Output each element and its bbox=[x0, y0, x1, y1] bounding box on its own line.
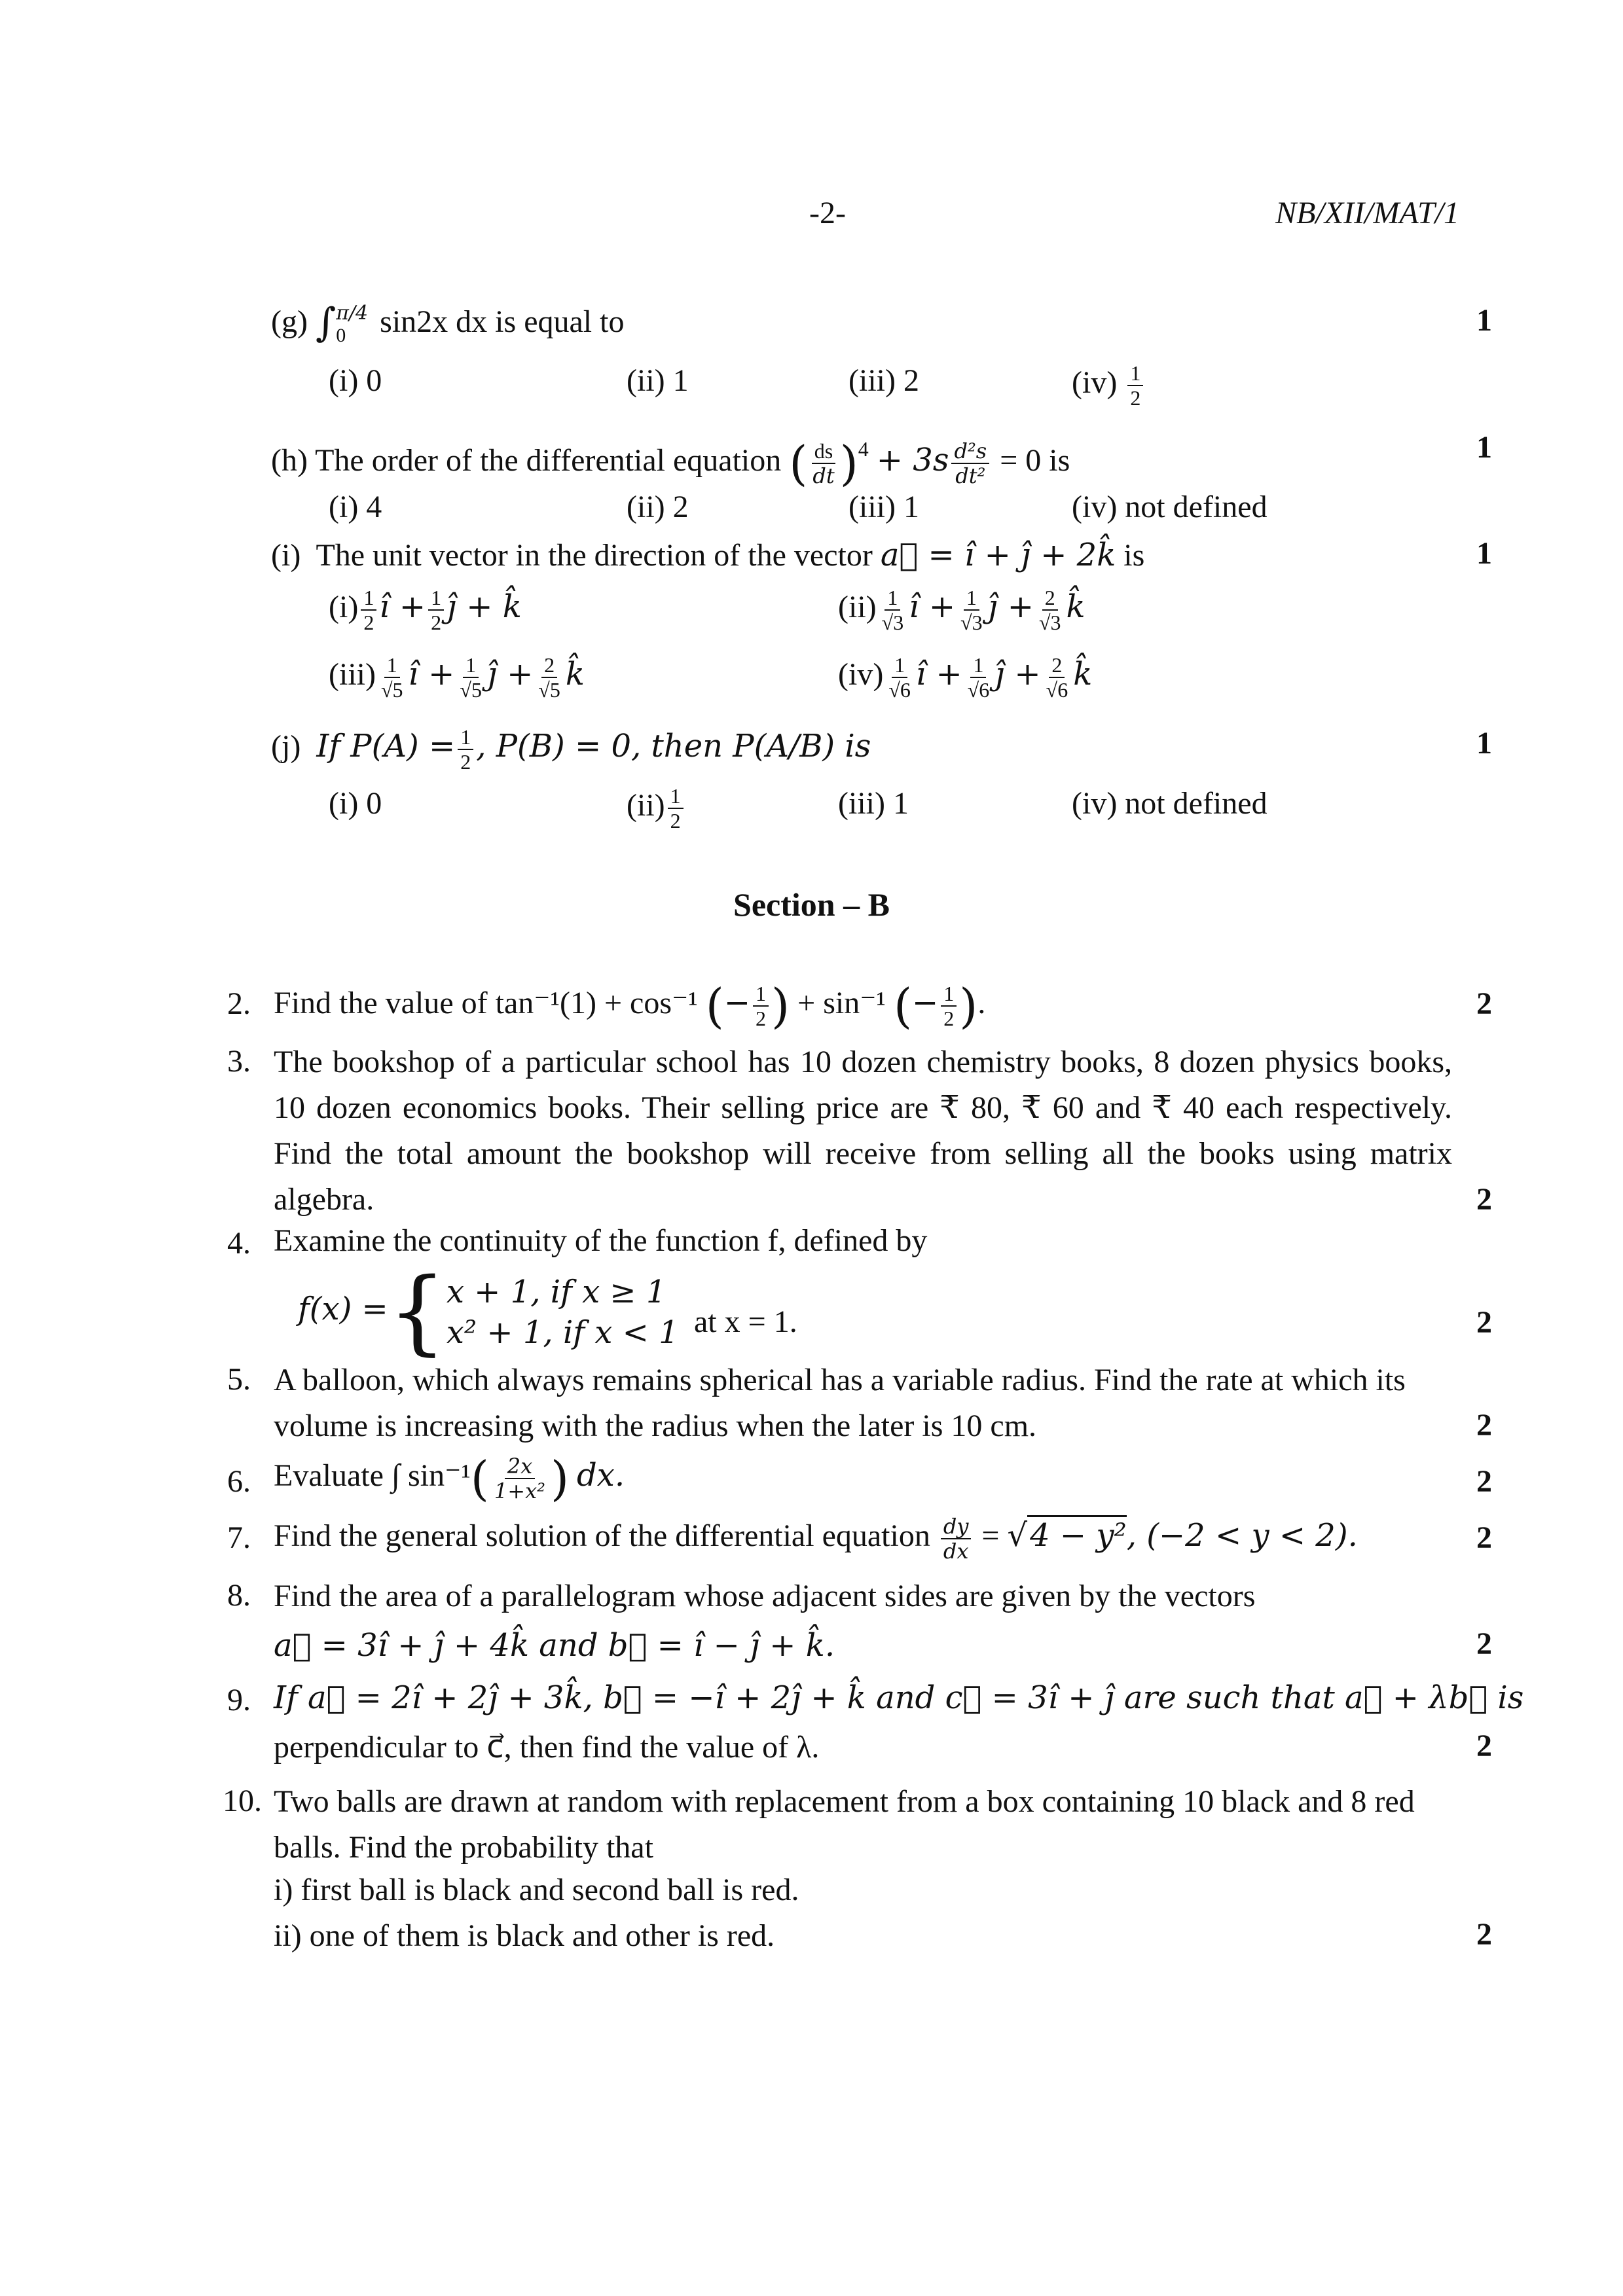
question-7: Find the general solution of the differential equation $\frac{dy}{dx}$ = √4 − y², (−2 < y < 2). bbox=[274, 1514, 1358, 1564]
question-5: A balloon, which always remains spherical has a variable radius. Find the rate at which its volume is increasing with the radius when the later is 10 cm. bbox=[274, 1363, 1406, 1443]
question-8-vectors: a⃗ = 3î + ĵ + 4k̂ and b⃗ = î − ĵ + k̂. bbox=[274, 1627, 835, 1664]
question-9: If a⃗ = 2î + 2ĵ + 3k̂, b⃗ = −î + 2ĵ + k̂ and c⃗ = 3î + ĵ are such that a⃗ + λb⃗ is bbox=[274, 1679, 1524, 1716]
question-6: Evaluate ∫ sin⁻¹( $\frac{2x}{\text{1+x²}}$ ) dx. bbox=[274, 1451, 625, 1506]
question-i: (i) The unit vector in the direction of the vector a⃗ = î + ĵ + 2k̂ is bbox=[271, 537, 1145, 573]
question-number: 2. bbox=[227, 986, 251, 1021]
question-number: 8. bbox=[227, 1578, 251, 1613]
question-number: 3. bbox=[227, 1044, 251, 1079]
marks: 1 bbox=[1476, 536, 1492, 571]
option: (iv) $\frac{1}{2}$ bbox=[1072, 361, 1146, 410]
section-title: Section – B bbox=[733, 886, 890, 923]
question-10: Two balls are drawn at random with replacement from a box containing 10 black and 8 red balls. Find the probability that bbox=[274, 1784, 1415, 1865]
marks: 1 bbox=[1476, 303, 1492, 338]
marks: 2 bbox=[1476, 1305, 1492, 1340]
option: (ii) 2 bbox=[627, 490, 689, 524]
marks: 2 bbox=[1476, 1408, 1492, 1443]
paper-code: NB/XII/MAT/1 bbox=[1275, 196, 1459, 230]
question-number: 6. bbox=[227, 1464, 251, 1499]
marks: 2 bbox=[1476, 986, 1492, 1021]
question-4: Examine the continuity of the function f, defined by bbox=[274, 1223, 928, 1258]
option: (i) 0 bbox=[329, 786, 382, 821]
question-number: 10. bbox=[223, 1784, 262, 1818]
marks: 2 bbox=[1476, 1917, 1492, 1952]
option: (iii) $\frac{1}{√5}$ î + $\frac{1}{√5}$ ĵ + $\frac{2}{√5}$ k̂ bbox=[329, 653, 585, 702]
marks: 2 bbox=[1476, 1464, 1492, 1499]
option: (ii) 1 bbox=[627, 363, 689, 398]
option: (i) $\frac{1}{2}$ î + $\frac{1}{2}$ ĵ + k̂ bbox=[329, 586, 522, 634]
question-stem: The order of the differential equation bbox=[315, 443, 782, 478]
question-number: 7. bbox=[227, 1520, 251, 1555]
question-stem: The unit vector in the direction of the vector bbox=[316, 538, 873, 573]
marks: 2 bbox=[1476, 1729, 1492, 1763]
question-stem: sin2x dx is equal to bbox=[380, 304, 625, 340]
option: (iv) not defined bbox=[1072, 490, 1267, 524]
marks: 1 bbox=[1476, 430, 1492, 465]
marks: 2 bbox=[1476, 1626, 1492, 1661]
option: (i) 0 bbox=[329, 363, 382, 398]
option: (ii) $\frac{1}{2}$ bbox=[627, 784, 686, 833]
question-8: Find the area of a parallelogram whose adjacent sides are given by the vectors bbox=[274, 1579, 1256, 1613]
question-10-part-ii: ii) one of them is black and other is red. bbox=[274, 1918, 775, 1953]
integral-lower: 0 bbox=[336, 325, 346, 346]
marks: 2 bbox=[1476, 1520, 1492, 1555]
question-g bbox=[271, 302, 624, 347]
option: (ii) $\frac{1}{√3}$ î + $\frac{1}{√3}$ ĵ + $\frac{2}{√3}$ k̂ bbox=[838, 586, 1085, 634]
question-3: The bookshop of a particular school has 10 dozen chemistry books, 8 dozen physics books, 10 dozen economics books. Their selling price are ₹ 80, ₹ 60 and ₹ 40 each respectively. Find the total amount the bookshop will receive from selling all the books using matrix algebra. bbox=[274, 1045, 1452, 1217]
question-number: 9. bbox=[227, 1683, 251, 1717]
page-number: -2- bbox=[809, 196, 846, 230]
piecewise-function: f(x) ={ x + 1, if x ≥ 1 x² + 1, if x < 1 bbox=[298, 1259, 679, 1365]
option: (iii) 2 bbox=[848, 363, 919, 398]
marks: 1 bbox=[1476, 726, 1492, 761]
option: (iii) 1 bbox=[848, 490, 919, 524]
question-label: (g) bbox=[271, 304, 308, 340]
option: (i) 4 bbox=[329, 490, 382, 524]
marks: 2 bbox=[1476, 1182, 1492, 1217]
continuity-point: at x = 1. bbox=[694, 1304, 797, 1339]
question-10-part-i: i) first ball is black and second ball is red. bbox=[274, 1873, 799, 1907]
question-number: 4. bbox=[227, 1226, 251, 1261]
integral-sign: ∫ bbox=[315, 300, 337, 346]
question-2: Find the value of tan⁻¹(1) + cos⁻¹ (− $\frac{1}{2}$ ) + sin⁻¹ (− $\frac{1}{2}$ ). bbox=[274, 978, 986, 1033]
question-9-line2: perpendicular to c⃗, then find the value of λ. bbox=[274, 1730, 820, 1765]
option: (iii) 1 bbox=[838, 786, 909, 821]
option: (iv) $\frac{1}{√6}$ î + $\frac{1}{√6}$ ĵ + $\frac{2}{√6}$ k̂ bbox=[838, 653, 1093, 702]
integral-upper: π/4 bbox=[336, 302, 369, 325]
question-h: (h) The order of the differential equation ( $\frac{ds}{dt}$ )$^4$ + 3s $\frac{\text{d²s}}{\text{dt²}}$ = 0 is bbox=[271, 435, 1070, 491]
question-number: 5. bbox=[227, 1362, 251, 1397]
option: (iv) not defined bbox=[1072, 786, 1267, 821]
question-j: (j) If P(A) = $\frac{1}{2}$ , P(B) = 0, then P(A/B) is bbox=[271, 725, 871, 774]
vector: a⃗ = î + ĵ + 2k̂ bbox=[880, 537, 1116, 573]
